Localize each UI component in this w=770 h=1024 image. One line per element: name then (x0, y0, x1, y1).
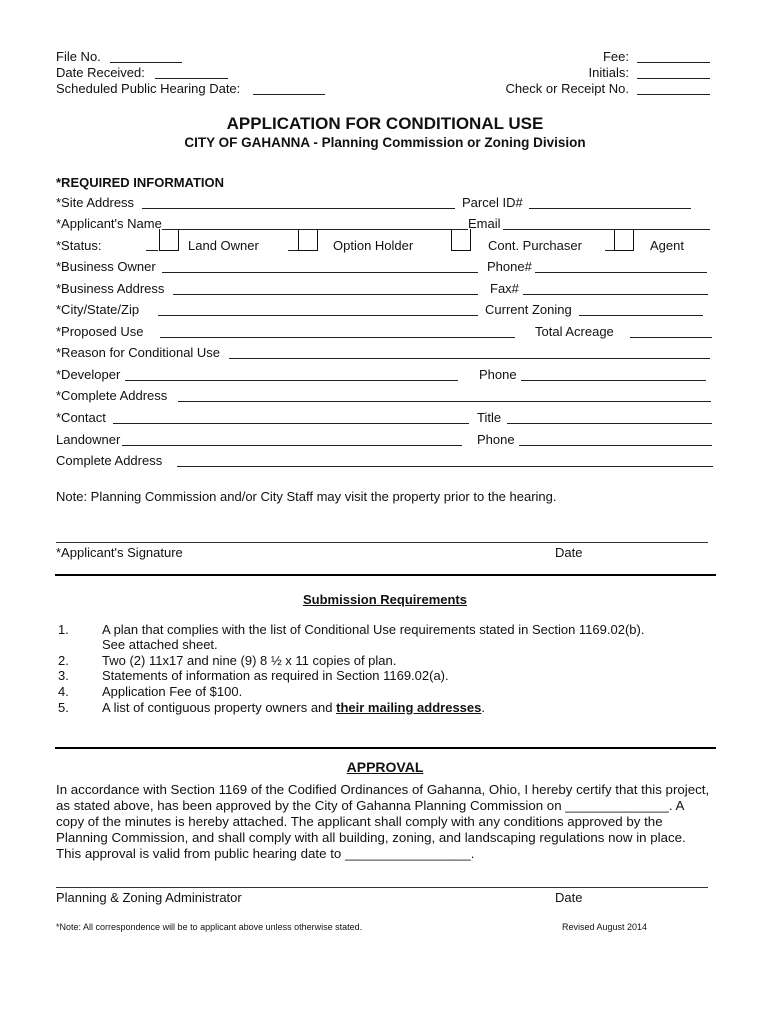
landowner-field[interactable] (122, 445, 462, 446)
contact-label: *Contact (56, 410, 106, 425)
business-owner-label: *Business Owner (56, 259, 156, 274)
required-heading: *REQUIRED INFORMATION (56, 175, 225, 190)
developer-phone-label: Phone (479, 367, 517, 382)
current-zoning-label: Current Zoning (485, 302, 572, 317)
submission-heading: Submission Requirements (303, 592, 467, 607)
parcel-id-field[interactable] (529, 208, 691, 209)
approval-line-3: copy of the minutes is hereby attached. The applicant shall comply with any conditions approved by the (56, 814, 663, 829)
agent-checkbox[interactable] (614, 229, 634, 251)
proposed-use-field[interactable] (160, 337, 515, 338)
city-state-zip-field[interactable] (158, 315, 478, 316)
section-divider-2 (55, 747, 716, 749)
req-text-5-bold: their mailing addresses (336, 700, 482, 715)
req-text-5-end: . (481, 700, 485, 715)
developer-phone-field[interactable] (521, 380, 706, 381)
complete-address-req-field[interactable] (178, 401, 711, 402)
email-label: Email (468, 216, 501, 231)
agent-label: Agent (650, 238, 684, 253)
current-zoning-field[interactable] (579, 315, 703, 316)
reason-field[interactable] (229, 358, 710, 359)
hearing-date-label: Scheduled Public Hearing Date: (56, 81, 241, 96)
email-field[interactable] (503, 229, 710, 230)
business-address-label: *Business Address (56, 281, 165, 296)
option-holder-label: Option Holder (333, 238, 414, 253)
fax-label: Fax# (490, 281, 519, 296)
initials-field[interactable] (637, 78, 710, 79)
contact-field[interactable] (113, 423, 469, 424)
reason-label: *Reason for Conditional Use (56, 345, 221, 360)
signature-date-label: Date (555, 545, 583, 560)
cont-purchaser-label: Cont. Purchaser (488, 238, 582, 253)
developer-field[interactable] (125, 380, 458, 381)
admin-date-label: Date (555, 890, 583, 905)
cont-purchaser-checkbox[interactable] (451, 229, 471, 251)
fee-label: Fee: (602, 49, 629, 64)
req-num-5: 5. (58, 700, 69, 715)
req-text-5a: A list of contiguous property owners and (102, 700, 337, 715)
applicant-signature-label: *Applicant's Signature (56, 545, 183, 560)
site-address-field[interactable] (142, 208, 455, 209)
total-acreage-field[interactable] (630, 337, 712, 338)
file-no-field[interactable] (110, 62, 182, 63)
approval-line-1: In accordance with Section 1169 of the Codified Ordinances of Gahanna, Ohio, I hereby certify that this project, (56, 782, 710, 797)
status-line-1 (146, 250, 158, 251)
status-line-2 (288, 250, 298, 251)
req-num-1: 1. (58, 622, 69, 637)
req-text-5 (102, 700, 485, 715)
req-text-3: Statements of information as required in Section 1169.02(a). (102, 668, 449, 683)
title-field[interactable] (507, 423, 712, 424)
hearing-date-field[interactable] (253, 94, 325, 95)
date-received-field[interactable] (155, 78, 228, 79)
req-num-3: 3. (58, 668, 69, 683)
parcel-id-label: Parcel ID# (462, 195, 523, 210)
option-holder-checkbox[interactable] (298, 229, 318, 251)
proposed-use-label: *Proposed Use (56, 324, 144, 339)
admin-label: Planning & Zoning Administrator (56, 890, 242, 905)
check-receipt-field[interactable] (637, 94, 710, 95)
status-label: *Status: (56, 238, 102, 253)
req-text-1b: See attached sheet. (102, 637, 218, 652)
req-text-1: A plan that complies with the list of Conditional Use requirements stated in Section 1169.02(b). (102, 622, 645, 637)
page-title: APPLICATION FOR CONDITIONAL USE (226, 114, 544, 133)
page-subtitle: CITY OF GAHANNA - Planning Commission or Zoning Division (184, 135, 586, 150)
approval-line-2c: . A (668, 798, 685, 813)
landowner-phone-field[interactable] (519, 445, 712, 446)
site-address-label: *Site Address (56, 195, 135, 210)
complete-address-req-label: *Complete Address (56, 388, 168, 403)
fee-field[interactable] (637, 62, 710, 63)
complete-address-field[interactable] (177, 466, 713, 467)
req-text-2: Two (2) 11x17 and nine (9) 8 ½ x 11 copies of plan. (102, 653, 397, 668)
admin-signature-line[interactable] (56, 887, 708, 888)
signature-line[interactable] (56, 542, 708, 543)
initials-label: Initials: (588, 65, 629, 80)
footer-note: *Note: All correspondence will be to applicant above unless otherwise stated. (56, 922, 363, 932)
approval-line-4: Planning Commission, and shall comply with all building, zoning, and landscaping regulations now in place. (56, 830, 686, 845)
approval-line-5 (56, 846, 714, 862)
check-receipt-label: Check or Receipt No. (505, 81, 629, 96)
valid-until-blank[interactable]: _________________ (345, 846, 471, 861)
landowner-label: Landowner (56, 432, 121, 447)
land-owner-label: Land Owner (188, 238, 259, 253)
business-phone-field[interactable] (535, 272, 707, 273)
revised-date: Revised August 2014 (562, 922, 648, 932)
title-label: Title (477, 410, 502, 425)
total-acreage-label: Total Acreage (535, 324, 614, 339)
req-num-4: 4. (58, 684, 69, 699)
business-owner-field[interactable] (162, 272, 478, 273)
req-text-4: Application Fee of $100. (102, 684, 243, 699)
landowner-phone-label: Phone (477, 432, 515, 447)
approval-date-blank[interactable]: ______________ (565, 798, 669, 813)
applicant-name-label: *Applicant's Name (56, 216, 162, 231)
approval-line-5c: . (470, 846, 475, 861)
approval-line-5a: This approval is valid from public hearing date to (56, 846, 345, 861)
site-visit-note: Note: Planning Commission and/or City Staff may visit the property prior to the hearing. (56, 489, 557, 504)
approval-line-2 (56, 798, 714, 814)
req-num-2: 2. (58, 653, 69, 668)
land-owner-checkbox[interactable] (159, 229, 179, 251)
fax-field[interactable] (523, 294, 708, 295)
date-received-label: Date Received: (56, 65, 145, 80)
business-address-field[interactable] (173, 294, 478, 295)
city-state-zip-label: *City/State/Zip (56, 302, 140, 317)
approval-heading: APPROVAL (346, 759, 424, 775)
complete-address-label: Complete Address (56, 453, 163, 468)
approval-line-2a: as stated above, has been approved by the City of Gahanna Planning Commission on (56, 798, 566, 813)
file-no-label: File No. (56, 49, 101, 64)
business-phone-label: Phone# (487, 259, 532, 274)
developer-label: *Developer (56, 367, 121, 382)
section-divider-1 (55, 574, 716, 576)
